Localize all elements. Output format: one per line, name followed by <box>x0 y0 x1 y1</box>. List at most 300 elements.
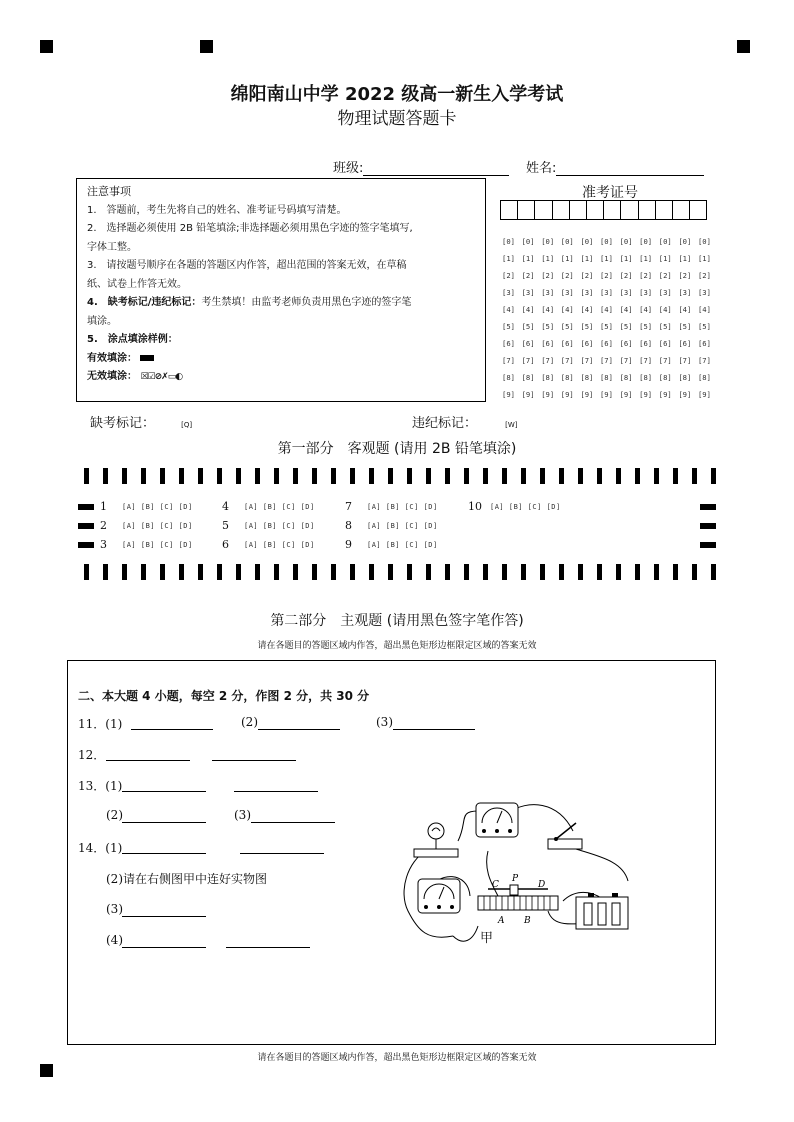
figure-label: 甲 <box>480 931 494 946</box>
mc-options[interactable]: [A] [B] [C] [D] <box>122 522 193 530</box>
timing-tick <box>388 468 393 484</box>
timing-tick <box>540 468 545 484</box>
figure-letter-c: C <box>492 880 499 890</box>
exam-id-bubble[interactable]: [4] <box>580 305 594 314</box>
exam-id-bubble[interactable]: [3] <box>658 288 672 297</box>
timing-tick <box>179 468 184 484</box>
exam-id-bubble[interactable]: [7] <box>502 356 515 365</box>
timing-tick <box>255 468 260 484</box>
timing-tick <box>426 564 431 580</box>
exam-id-bubble[interactable]: [3] <box>502 288 515 297</box>
q11-label: 11．(1) <box>78 717 123 731</box>
mc-options[interactable]: [A] [B] [C] [D] <box>122 503 193 511</box>
mc-question-number: 7 <box>345 500 352 513</box>
exam-id-bubble[interactable]: [5] <box>599 322 613 331</box>
exam-id-bubble[interactable]: [5] <box>560 322 574 331</box>
page-title: 绵阳南山中学 2022 级高一新生入学考试 <box>230 84 564 105</box>
exam-id-bubble[interactable]: [1] <box>697 254 711 263</box>
q14-blank-4[interactable] <box>122 946 206 948</box>
section-title: 二、本大题 4 小题，每空 2 分，作图 2 分，共 30 分 <box>78 689 370 703</box>
exam-id-bubble[interactable]: [1] <box>502 254 515 263</box>
mc-options[interactable]: [A] [B] [C] [D] <box>367 522 438 530</box>
registration-mark <box>200 40 213 53</box>
q13-blank-1[interactable] <box>122 790 206 792</box>
timing-mark <box>700 504 716 510</box>
mc-question-number: 9 <box>345 538 352 551</box>
timing-tick <box>673 564 678 580</box>
timing-tick <box>711 468 716 484</box>
exam-id-bubble[interactable]: [7] <box>599 356 613 365</box>
exam-id-bubble[interactable]: [3] <box>697 288 711 297</box>
timing-tick <box>578 564 583 580</box>
timing-tick <box>654 564 659 580</box>
battery-icon[interactable] <box>576 893 628 929</box>
exam-id-bubble[interactable]: [7] <box>521 356 535 365</box>
timing-tick <box>388 564 393 580</box>
timing-tick <box>350 564 355 580</box>
exam-id-bubble[interactable]: [1] <box>639 254 653 263</box>
part2-title: 第二部分 主观题 (请用黑色签字笔作答) <box>270 613 524 629</box>
exam-id-bubble[interactable]: [8] <box>678 373 692 382</box>
exam-id-bubble[interactable]: [2] <box>639 271 653 280</box>
exam-id-bubble[interactable]: [2] <box>658 271 672 280</box>
invalid-sample: 无效填涂： ☒☑⊘✗▭◐ <box>87 371 183 382</box>
exam-id-digit-box[interactable] <box>672 200 690 220</box>
q14-4-label: (4) <box>106 933 123 947</box>
answer-box[interactable] <box>67 660 716 1045</box>
timing-tick <box>236 468 241 484</box>
timing-tick <box>160 564 165 580</box>
notice-item: 1. 答题前，考生先将自己的姓名、准考证号码填写清楚。 <box>87 204 347 216</box>
exam-id-bubble[interactable]: [5] <box>521 322 535 331</box>
exam-id-bubble[interactable]: [5] <box>658 322 672 331</box>
timing-tick <box>293 564 298 580</box>
exam-id-bubble[interactable]: [5] <box>639 322 653 331</box>
exam-id-bubble[interactable]: [5] <box>580 322 594 331</box>
timing-tick <box>122 564 127 580</box>
notice-item: 填涂。 <box>87 315 117 327</box>
exam-id-bubble[interactable]: [4] <box>521 305 535 314</box>
timing-tick <box>445 468 450 484</box>
exam-id-boxes[interactable] <box>500 200 707 220</box>
exam-id-bubble[interactable]: [0] <box>658 237 672 246</box>
rheostat-icon[interactable] <box>478 885 558 910</box>
violation-mark-box[interactable]: [W] <box>505 421 518 429</box>
exam-id-bubble[interactable]: [9] <box>697 390 711 399</box>
exam-id-bubble[interactable]: [7] <box>619 356 633 365</box>
exam-id-bubble[interactable]: [8] <box>541 373 555 382</box>
exam-id-bubble[interactable]: [5] <box>678 322 692 331</box>
timing-tick <box>673 468 678 484</box>
exam-id-bubble[interactable]: [8] <box>599 373 613 382</box>
exam-id-bubble[interactable]: [1] <box>678 254 692 263</box>
exam-id-digit-box[interactable] <box>500 200 518 220</box>
exam-id-bubble[interactable]: [6] <box>541 339 555 348</box>
figure-letter-d: D <box>538 880 546 890</box>
timing-tick <box>464 564 469 580</box>
exam-id-bubble[interactable]: [2] <box>599 271 613 280</box>
absent-mark: 缺考标记： [Q] <box>90 416 193 431</box>
q13-3-label: (3) <box>234 808 251 822</box>
exam-id-bubble[interactable]: [9] <box>639 390 653 399</box>
exam-id-bubble[interactable]: [6] <box>678 339 692 348</box>
exam-id-bubble-row <box>502 237 718 254</box>
exam-id-bubble[interactable]: [3] <box>580 288 594 297</box>
exam-id-bubble-row <box>502 305 718 322</box>
exam-id-bubble-grid[interactable] <box>502 237 718 407</box>
timing-tick <box>407 468 412 484</box>
exam-id-bubble[interactable]: [7] <box>541 356 555 365</box>
exam-id-bubble[interactable]: [1] <box>541 254 555 263</box>
exam-id-bubble[interactable]: [7] <box>639 356 653 365</box>
q11-blank-1[interactable] <box>131 728 213 730</box>
timing-tick <box>103 564 108 580</box>
exam-id-bubble[interactable]: [1] <box>619 254 633 263</box>
timing-tick <box>84 468 89 484</box>
q11-3-label: (3) <box>376 715 393 729</box>
wire <box>458 811 478 841</box>
timing-tick <box>141 564 146 580</box>
timing-mark <box>700 542 716 548</box>
timing-tick <box>312 564 317 580</box>
q14-blank-1[interactable] <box>122 852 206 854</box>
exam-id-digit-box[interactable] <box>638 200 656 220</box>
exam-id-digit-box[interactable] <box>534 200 552 220</box>
q13-blank-3[interactable] <box>122 821 206 823</box>
mc-options[interactable]: [A] [B] [C] [D] <box>244 503 315 511</box>
exam-id-bubble[interactable]: [2] <box>580 271 594 280</box>
q11-2-label: (2) <box>241 715 258 729</box>
timing-tick <box>331 564 336 580</box>
exam-id-bubble-row <box>502 322 718 339</box>
timing-tick <box>407 564 412 580</box>
mc-question-number: 1 <box>100 500 107 513</box>
exam-id-bubble[interactable]: [8] <box>658 373 672 382</box>
timing-tick <box>711 564 716 580</box>
mc-question-number: 5 <box>222 519 229 532</box>
exam-id-label: 准考证号 <box>582 185 638 201</box>
exam-id-bubble[interactable]: [0] <box>697 237 711 246</box>
exam-id-bubble[interactable]: [1] <box>560 254 574 263</box>
exam-id-bubble[interactable]: [1] <box>658 254 672 263</box>
figure-letter-b: B <box>524 916 531 926</box>
timing-tick <box>616 468 621 484</box>
exam-id-bubble[interactable]: [6] <box>502 339 515 348</box>
timing-tick <box>293 468 298 484</box>
exam-id-bubble[interactable]: [8] <box>697 373 711 382</box>
timing-tick <box>312 468 317 484</box>
timing-tick <box>255 564 260 580</box>
exam-id-bubble-row <box>502 254 718 271</box>
exam-id-bubble[interactable]: [8] <box>580 373 594 382</box>
exam-id-bubble[interactable]: [2] <box>697 271 711 280</box>
timing-tick <box>502 564 507 580</box>
q14-label: 14．(1) <box>78 841 123 855</box>
exam-id-bubble[interactable]: [8] <box>639 373 653 382</box>
exam-id-digit-box[interactable] <box>552 200 570 220</box>
part1-title: 第一部分 客观题 (请用 2B 铅笔填涂) <box>277 441 517 457</box>
exam-id-bubble[interactable]: [3] <box>639 288 653 297</box>
footer-note: 请在各题目的答题区域内作答，超出黑色矩形边框限定区域的答案无效 <box>257 1053 537 1063</box>
exam-id-bubble[interactable]: [0] <box>580 237 594 246</box>
mc-question-number: 3 <box>100 538 107 551</box>
timing-mark <box>78 542 94 548</box>
timing-tick <box>578 468 583 484</box>
name-label: 姓名: <box>526 161 557 176</box>
mc-options[interactable]: [A] [B] [C] [D] <box>367 541 438 549</box>
exam-id-bubble[interactable]: [5] <box>541 322 555 331</box>
exam-id-bubble[interactable]: [5] <box>502 322 515 331</box>
exam-id-bubble[interactable]: [4] <box>639 305 653 314</box>
timing-tick <box>217 564 222 580</box>
mc-options[interactable]: [A] [B] [C] [D] <box>122 541 193 549</box>
q14-blank-3[interactable] <box>122 915 206 917</box>
exam-id-bubble[interactable]: [3] <box>560 288 574 297</box>
timing-tick <box>236 564 241 580</box>
exam-id-bubble[interactable]: [2] <box>502 271 515 280</box>
exam-id-bubble[interactable]: [2] <box>619 271 633 280</box>
timing-tick <box>692 468 697 484</box>
exam-id-bubble[interactable]: [9] <box>580 390 594 399</box>
exam-id-bubble[interactable]: [3] <box>678 288 692 297</box>
exam-id-bubble[interactable]: [9] <box>678 390 692 399</box>
exam-id-bubble-row <box>502 390 718 407</box>
exam-id-bubble[interactable]: [0] <box>678 237 692 246</box>
exam-id-bubble[interactable]: [3] <box>541 288 555 297</box>
exam-id-bubble-row <box>502 356 718 373</box>
name-field[interactable] <box>526 157 704 176</box>
mc-options[interactable]: [A] [B] [C] [D] <box>367 503 438 511</box>
exam-id-bubble[interactable]: [8] <box>619 373 633 382</box>
exam-id-bubble[interactable]: [1] <box>580 254 594 263</box>
notice-item: 4. 缺考标记/违纪标记：考生禁填！由监考老师负责用黑色字迹的签字笔 <box>87 297 412 308</box>
exam-id-digit-box[interactable] <box>586 200 604 220</box>
q13-blank-4[interactable] <box>251 821 335 823</box>
exam-id-bubble[interactable]: [0] <box>541 237 555 246</box>
timing-tick <box>179 564 184 580</box>
timing-tick <box>616 564 621 580</box>
exam-id-bubble[interactable]: [3] <box>619 288 633 297</box>
exam-id-bubble[interactable]: [5] <box>697 322 711 331</box>
notice-heading: 注意事项 <box>87 185 131 198</box>
exam-id-bubble[interactable]: [0] <box>521 237 535 246</box>
q12-blank-2[interactable] <box>212 759 296 761</box>
wire <box>453 926 478 941</box>
exam-id-digit-box[interactable] <box>655 200 673 220</box>
exam-id-bubble[interactable]: [6] <box>580 339 594 348</box>
q12-blank-1[interactable] <box>106 759 190 761</box>
exam-id-bubble[interactable]: [8] <box>502 373 515 382</box>
switch-icon[interactable] <box>548 823 582 849</box>
mc-question-number: 6 <box>222 538 229 551</box>
mc-question-number: 4 <box>222 500 229 513</box>
notice-item: 5. 涂点填涂样例： <box>87 334 178 345</box>
q13-blank-2[interactable] <box>234 790 318 792</box>
exam-id-bubble[interactable]: [9] <box>502 390 515 399</box>
class-field[interactable] <box>333 157 509 176</box>
mc-question-number: 8 <box>345 519 352 532</box>
exam-id-bubble-row <box>502 339 718 356</box>
timing-tick <box>635 468 640 484</box>
wire <box>576 849 628 881</box>
timing-tick <box>369 564 374 580</box>
violation-mark: 违纪标记： [W] <box>412 416 518 431</box>
exam-id-bubble[interactable]: [0] <box>560 237 574 246</box>
timing-tick <box>84 564 89 580</box>
exam-id-bubble[interactable]: [9] <box>560 390 574 399</box>
exam-id-digit-box[interactable] <box>689 200 707 220</box>
exam-id-bubble[interactable]: [1] <box>599 254 613 263</box>
timing-tick <box>540 564 545 580</box>
exam-id-bubble[interactable]: [7] <box>560 356 574 365</box>
timing-tick <box>521 468 526 484</box>
timing-mark <box>700 523 716 529</box>
exam-id-bubble[interactable]: [1] <box>521 254 535 263</box>
exam-id-bubble[interactable]: [4] <box>502 305 515 314</box>
timing-tick <box>103 468 108 484</box>
mc-question-number: 10 <box>468 500 482 513</box>
timing-tick <box>635 564 640 580</box>
exam-id-bubble-row <box>502 288 718 305</box>
exam-id-digit-box[interactable] <box>517 200 535 220</box>
exam-id-bubble[interactable]: [4] <box>560 305 574 314</box>
timing-tick <box>331 468 336 484</box>
timing-tick <box>502 468 507 484</box>
timing-tick <box>559 468 564 484</box>
timing-tick <box>654 468 659 484</box>
circuit-figure[interactable] <box>398 801 648 951</box>
mc-question-number: 2 <box>100 519 107 532</box>
ammeter-icon[interactable] <box>418 879 460 913</box>
exam-id-bubble[interactable]: [6] <box>599 339 613 348</box>
exam-id-bubble[interactable]: [6] <box>619 339 633 348</box>
q11-blank-3[interactable] <box>393 728 475 730</box>
exam-id-digit-box[interactable] <box>603 200 621 220</box>
exam-id-bubble[interactable]: [7] <box>658 356 672 365</box>
exam-id-bubble[interactable]: [0] <box>639 237 653 246</box>
exam-id-bubble[interactable]: [6] <box>658 339 672 348</box>
timing-tick <box>217 468 222 484</box>
mc-options[interactable]: [A] [B] [C] [D] <box>490 503 561 511</box>
timing-marks-top <box>84 468 716 484</box>
figure-letter-p: P <box>512 874 519 884</box>
timing-tick <box>559 564 564 580</box>
exam-id-bubble[interactable]: [2] <box>560 271 574 280</box>
timing-tick <box>464 468 469 484</box>
notice-item: 纸、试卷上作答无效。 <box>87 278 187 290</box>
mc-options[interactable]: [A] [B] [C] [D] <box>244 541 315 549</box>
exam-id-bubble[interactable]: [9] <box>658 390 672 399</box>
exam-id-bubble[interactable]: [6] <box>560 339 574 348</box>
q14-3-label: (3) <box>106 902 123 916</box>
timing-tick <box>426 468 431 484</box>
timing-tick <box>160 468 165 484</box>
exam-id-bubble[interactable]: [7] <box>678 356 692 365</box>
notice-item: 2. 选择题必须使用 2B 铅笔填涂;非选择题必须用黑色字迹的签字笔填写, <box>87 223 413 234</box>
exam-id-bubble[interactable]: [2] <box>521 271 535 280</box>
notice-item: 字体工整。 <box>87 241 137 253</box>
exam-id-bubble[interactable]: [5] <box>619 322 633 331</box>
q14-blank-5[interactable] <box>226 946 310 948</box>
exam-id-bubble[interactable]: [4] <box>658 305 672 314</box>
registration-mark <box>40 1064 53 1077</box>
exam-id-bubble[interactable]: [7] <box>580 356 594 365</box>
exam-id-bubble[interactable]: [6] <box>639 339 653 348</box>
q11-blank-2[interactable] <box>258 728 340 730</box>
exam-id-bubble[interactable]: [9] <box>619 390 633 399</box>
notice-box <box>76 178 486 402</box>
timing-mark <box>78 504 94 510</box>
q14-blank-2[interactable] <box>240 852 324 854</box>
class-label: 班级: <box>333 161 364 176</box>
exam-id-bubble[interactable]: [4] <box>697 305 711 314</box>
exam-id-bubble[interactable]: [2] <box>678 271 692 280</box>
valid-sample: 有效填涂： <box>87 350 475 369</box>
exam-id-bubble[interactable]: [4] <box>619 305 633 314</box>
voltmeter-icon[interactable] <box>476 803 518 837</box>
exam-id-bubble[interactable]: [6] <box>697 339 711 348</box>
exam-id-bubble[interactable]: [3] <box>521 288 535 297</box>
lamp-icon[interactable] <box>414 823 458 857</box>
timing-tick <box>122 468 127 484</box>
timing-tick <box>274 564 279 580</box>
registration-mark <box>40 40 53 53</box>
exam-id-bubble[interactable]: [9] <box>599 390 613 399</box>
notice-item: 3. 请按题号顺序在各题的答题区内作答，超出范围的答案无效，在草稿 <box>87 260 407 271</box>
exam-id-bubble[interactable]: [4] <box>678 305 692 314</box>
timing-tick <box>597 564 602 580</box>
exam-id-bubble[interactable]: [6] <box>521 339 535 348</box>
absent-mark-box[interactable]: [Q] <box>181 421 193 429</box>
exam-id-bubble[interactable]: [8] <box>521 373 535 382</box>
exam-id-bubble[interactable]: [3] <box>599 288 613 297</box>
timing-tick <box>597 468 602 484</box>
exam-id-bubble[interactable]: [0] <box>599 237 613 246</box>
figure-letter-a: A <box>498 916 505 926</box>
page-subtitle: 物理试题答题卡 <box>337 109 457 129</box>
exam-id-bubble-row <box>502 373 718 390</box>
timing-tick <box>483 564 488 580</box>
exam-id-digit-box[interactable] <box>620 200 638 220</box>
exam-id-bubble[interactable]: [2] <box>541 271 555 280</box>
timing-tick <box>483 468 488 484</box>
timing-marks-bottom <box>84 564 716 580</box>
timing-mark <box>78 523 94 529</box>
part2-note: 请在各题目的答题区域内作答，超出黑色矩形边框限定区域的答案无效 <box>257 641 537 651</box>
exam-id-bubble-row <box>502 271 718 288</box>
timing-tick <box>369 468 374 484</box>
q13-2-label: (2) <box>106 808 123 822</box>
timing-tick <box>141 468 146 484</box>
q13-label: 13．(1) <box>78 779 123 793</box>
exam-id-bubble[interactable]: [8] <box>560 373 574 382</box>
mc-options[interactable]: [A] [B] [C] [D] <box>244 522 315 530</box>
timing-tick <box>692 564 697 580</box>
exam-id-bubble[interactable]: [0] <box>502 237 515 246</box>
exam-id-bubble[interactable]: [0] <box>619 237 633 246</box>
timing-tick <box>198 564 203 580</box>
exam-id-bubble[interactable]: [9] <box>541 390 555 399</box>
exam-id-bubble[interactable]: [4] <box>541 305 555 314</box>
exam-id-bubble[interactable]: [4] <box>599 305 613 314</box>
exam-id-bubble[interactable]: [7] <box>697 356 711 365</box>
exam-id-bubble[interactable]: [9] <box>521 390 535 399</box>
exam-id-digit-box[interactable] <box>569 200 587 220</box>
timing-tick <box>350 468 355 484</box>
timing-tick <box>445 564 450 580</box>
q12-label: 12． <box>78 748 106 762</box>
q14-2-label: (2)请在右侧图甲中连好实物图 <box>106 872 267 886</box>
